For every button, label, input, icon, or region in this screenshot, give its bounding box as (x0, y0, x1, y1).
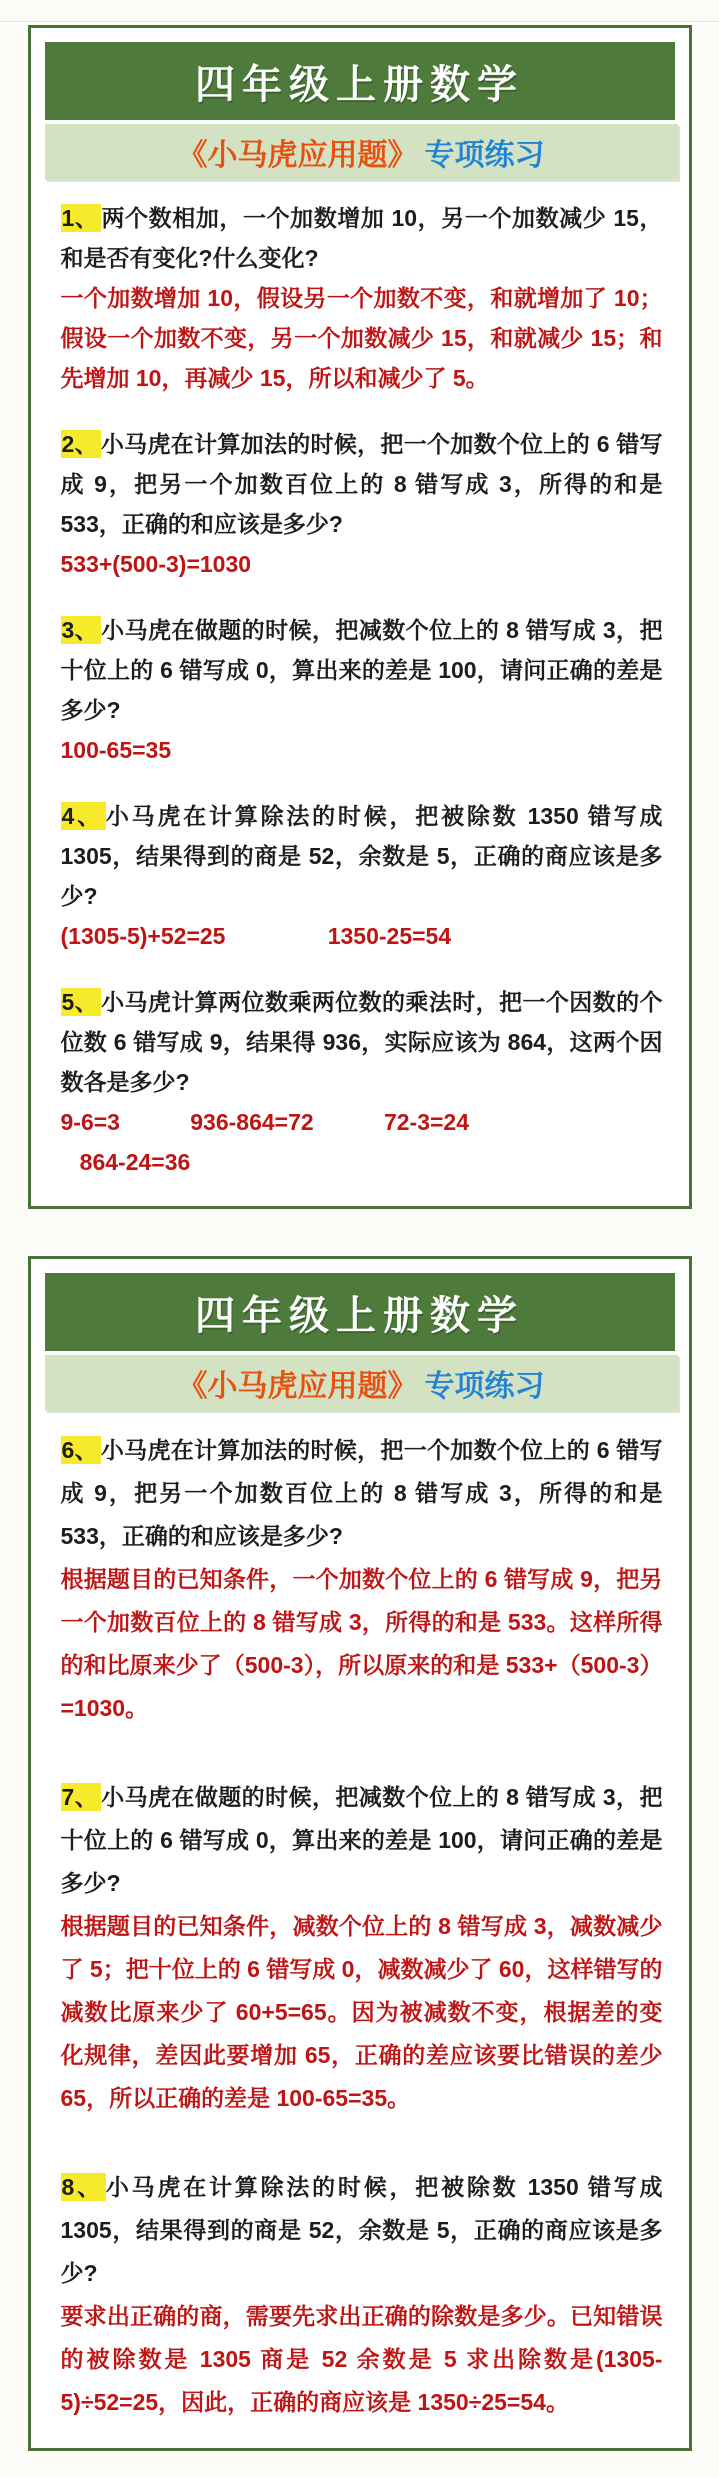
question-text: 5、 小马虎计算两位数乘两位数的乘法时，把一个因数的个位数 6 错写成 9，结果得 936，实际应该为 864，这两个因数各是多少? (60, 989, 663, 1095)
question-text: 6、 小马虎在计算加法的时候，把一个加数个位上的 6 错写成 9，把另一个加数百位上的 8 错写成 3，所得的和是 533，正确的和应该是多少? (60, 1437, 663, 1549)
top-divider (0, 21, 719, 22)
question-text: 1、 两个数相加，一个加数增加 10，另一个加数减少 15，和是否有变化?什么变化? (60, 205, 663, 271)
subtitle-book-name: 《小马虎应用题》 (177, 1370, 418, 1403)
answer-text: 要求出正确的商，需要先求出正确的除数是多少。已知错误的被除数是 1305 商是 52 余数是 5 求出除数是(1305-5)÷52=25，因此，正确的商应该是 1350÷25=54。 (60, 2303, 663, 2415)
question-number-highlight: 2、 (61, 430, 101, 458)
question-number-highlight: 3、 (61, 616, 102, 644)
card-header (45, 1273, 675, 1351)
worksheet-card-top (28, 25, 692, 1209)
question-text: 3、 小马虎在做题的时候，把减数个位上的 8 错写成 3，把十位上的 6 错写成 0，算出来的差是 100，请问正确的差是多少? (60, 617, 663, 723)
answer-formula: 100-65=35 (60, 737, 172, 763)
answer-formula: 9-6=3 936-864=72 72-3=24 (60, 1109, 470, 1135)
card-subtitle (45, 1355, 678, 1411)
subtitle-practice-label: 专项练习 (424, 139, 545, 172)
answer-formula: (1305-5)+52=25 1350-25=54 (60, 923, 452, 949)
question-text: 8、 小马虎在计算除法的时候，把被除数 1350 错写成 1305，结果得到的商是 52，余数是 5，正确的商应该是多少? (60, 2174, 663, 2286)
answer-formula: 864-24=36 (60, 1149, 191, 1175)
question-text: 7、 小马虎在做题的时候，把减数个位上的 8 错写成 3，把十位上的 6 错写成 0，算出来的差是 100，请问正确的差是多少? (60, 1784, 663, 1896)
answer-text: 根据题目的已知条件，减数个位上的 8 错写成 3，减数减少了 5；把十位上的 6 错写成 0，减数减少了 60，这样错写的减数比原来少了 60+5=65。因为被减数不变，根据差的变化规律，差因此要增加 65，正确的差应该要比错误的差少 65，所以正确的差是 100-65=35。 (60, 1913, 663, 2111)
answer-text: 一个加数增加 10，假设另一个加数不变，和就增加了 10；假设一个加数不变，另一个加数减少 15，和就减少 15；和先增加 10，再减少 15，所以和减少了 5。 (60, 285, 663, 391)
answer-text: 根据题目的已知条件，一个加数个位上的 6 错写成 9，把另一个加数百位上的 8 错写成 3，所得的和是 533。这样所得的和比原来少了（500-3），所以原来的和是 533+（500-3）=1030。 (60, 1566, 663, 1721)
card-header (45, 42, 675, 120)
card-title: 四年级上册数学 (195, 62, 524, 107)
subtitle-practice-label: 专项练习 (424, 1370, 545, 1403)
card-subtitle (45, 124, 678, 180)
card-body (31, 180, 689, 1182)
subtitle-book-name: 《小马虎应用题》 (177, 139, 418, 172)
worksheet-card-bottom (28, 1256, 692, 2451)
question-number-highlight: 6、 (61, 1436, 101, 1464)
card-title: 四年级上册数学 (195, 1293, 524, 1338)
question-text: 4、 小马虎在计算除法的时候，把被除数 1350 错写成 1305，结果得到的商是 52，余数是 5，正确的商应该是多少? (60, 803, 663, 909)
question-text: 2、 小马虎在计算加法的时候，把一个加数个位上的 6 错写成 9，把另一个加数百位上的 8 错写成 3，所得的和是 533，正确的和应该是多少? (60, 431, 663, 537)
question-number-highlight: 5、 (61, 988, 102, 1016)
question-number-highlight: 4、 (61, 802, 106, 830)
question-number-highlight: 1、 (61, 204, 102, 232)
question-number-highlight: 7、 (61, 1783, 102, 1811)
question-number-highlight: 8、 (61, 2173, 106, 2201)
answer-formula: 533+(500-3)=1030 (60, 551, 252, 577)
card-body (31, 1411, 689, 2424)
